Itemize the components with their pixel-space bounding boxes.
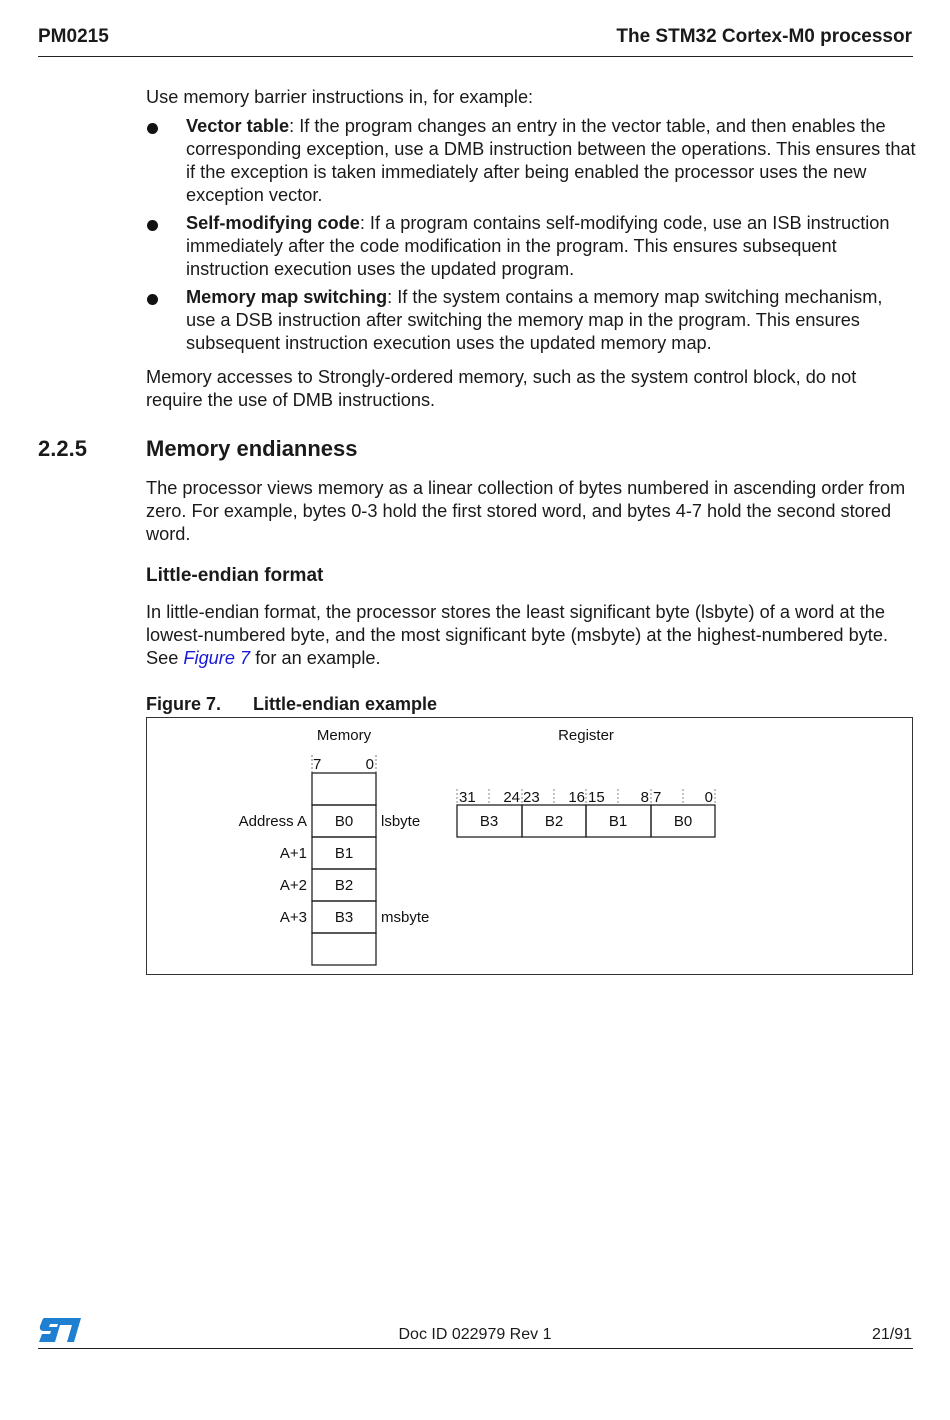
bullet-item (146, 212, 916, 281)
memory-byte: B1 (334, 845, 354, 862)
lsbyte-label: lsbyte (381, 813, 421, 830)
bullet-term: Vector table (186, 116, 290, 136)
section-number: 2.2.5 (38, 436, 87, 461)
register-heading: Register (558, 727, 614, 744)
figure-7-link[interactable]: Figure 7 (183, 648, 251, 668)
register-bit-label: 8 (640, 789, 649, 806)
bullet-item (146, 286, 916, 355)
strongly-ordered-paragraph: Memory accesses to Strongly-ordered memory, such as the system control block, do not require the use of DMB instructions. (146, 367, 857, 410)
bullet-dot-icon (147, 294, 158, 305)
memory-byte: B2 (334, 877, 354, 894)
barrier-bullet-list (146, 115, 916, 355)
memory-heading: Memory (316, 727, 372, 744)
doc-code: PM0215 (38, 26, 109, 47)
memory-bit-high: 7 (313, 756, 322, 773)
bullet-dot-icon (147, 123, 158, 134)
para-text: In little-endian format, the processor stores the least significant byte (lsbyte) of a word at the lowest-numbered byte, and the most significant byte (msbyte) at the highest-numbered byte. See (146, 602, 889, 668)
footer-doc-id: Doc ID 022979 Rev 1 (398, 1326, 552, 1343)
bullet-term: Self-modifying code (186, 213, 360, 233)
footer-rule (38, 1348, 913, 1349)
doc-title: The STM32 Cortex-M0 processor (616, 26, 912, 47)
section-title: Memory endianness (146, 436, 358, 461)
little-endian-diagram (147, 718, 912, 974)
barrier-text-block (146, 86, 916, 412)
little-endian-paragraph (146, 601, 916, 670)
register-bit-label: 7 (653, 789, 662, 806)
bullet-item (146, 115, 916, 207)
memory-cell-empty-top (312, 773, 376, 805)
register-byte: B2 (544, 813, 564, 830)
endianness-text-block (146, 477, 916, 670)
register-bit-label: 16 (568, 789, 585, 806)
bullet-text: : If a program contains self-modifying code, use an ISB instruction immediately after the code modification in the program. This ensures subsequent instruction execution uses the updated program. (186, 213, 890, 279)
address-label: A+1 (279, 845, 307, 862)
address-label: A+3 (279, 909, 307, 926)
bullet-text: : If the program changes an entry in the vector table, and then enables the corresponding exception, use a DMB instruction between the operations. This ensures that if the exception is taken immediately after being enabled the processor uses the new exception vector. (186, 116, 916, 205)
register-bit-ticks (457, 789, 715, 805)
memory-cell-empty-bottom (312, 933, 376, 965)
bullet-term: Memory map switching (186, 287, 388, 307)
memory-byte: B0 (334, 813, 354, 830)
subsection-title: Little-endian format (146, 565, 324, 586)
memory-bit-low: 0 (365, 756, 374, 773)
register-byte: B1 (608, 813, 628, 830)
register-bit-label: 0 (704, 789, 713, 806)
figure-label: Figure 7. (146, 694, 222, 714)
register-bit-label: 23 (523, 789, 540, 806)
para-text: for an example. (250, 648, 381, 668)
register-bit-label: 15 (588, 789, 605, 806)
register-bit-label: 24 (503, 789, 520, 806)
address-label: Address A (238, 813, 307, 830)
register-byte: B0 (673, 813, 693, 830)
section-paragraph: The processor views memory as a linear collection of bytes numbered in ascending order from zero. For example, bytes 0-3 hold the first stored word, and bytes 4-7 hold the second stored word. (146, 478, 906, 544)
memory-column (312, 773, 376, 965)
footer-page-number: 21/91 (871, 1326, 912, 1343)
address-label: A+2 (279, 877, 307, 894)
register-bit-label: 31 (459, 789, 476, 806)
bullet-text: : If the system contains a memory map switching mechanism, use a DSB instruction after switching the memory map in the program. This ensures subsequent instruction execution uses the updated memory map. (186, 287, 883, 353)
msbyte-label: msbyte (381, 909, 430, 926)
register-byte: B3 (479, 813, 499, 830)
memory-byte: B3 (334, 909, 354, 926)
bullet-dot-icon (147, 220, 158, 231)
intro-paragraph: Use memory barrier instructions in, for example: (146, 87, 534, 107)
header-rule (38, 56, 913, 57)
little-endian-figure (146, 717, 913, 975)
figure-title: Little-endian example (253, 694, 438, 714)
